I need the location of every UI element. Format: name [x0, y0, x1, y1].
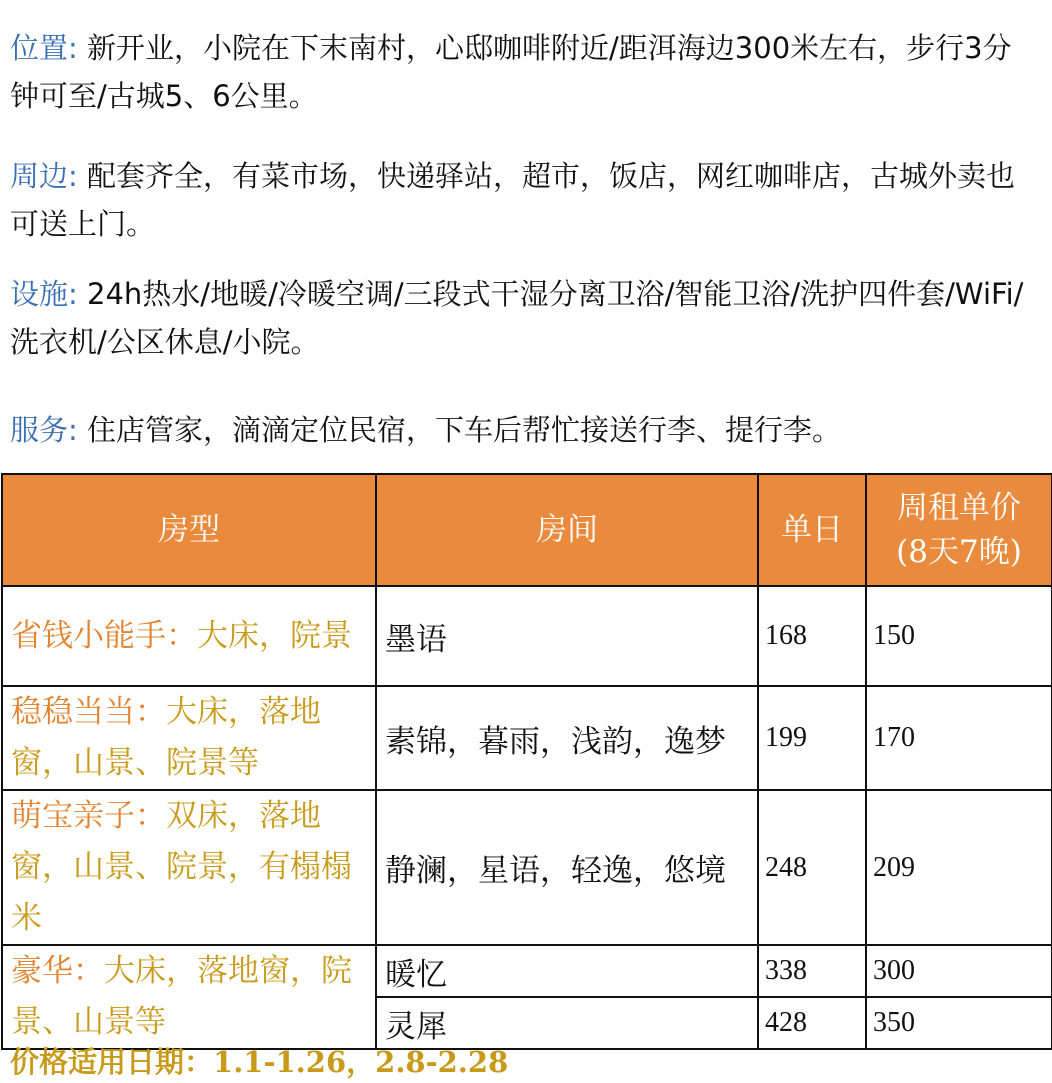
room-price-table: [1, 473, 1052, 1050]
room-name-cell: 静澜，星语，轻逸，悠境: [376, 790, 758, 945]
price-valid-label: 价格适用日期：: [10, 1045, 214, 1079]
header-daily: 单日: [758, 474, 866, 586]
table-row: [2, 586, 1052, 686]
daily-price-cell: 428: [758, 997, 866, 1049]
weekly-price-cell: 300: [866, 945, 1052, 997]
room-name-cell: 墨语: [376, 586, 758, 686]
services-paragraph: 服务: 住店管家，滴滴定位民宿，下车后帮忙接送行李、提行李。: [10, 413, 842, 447]
room-name-cell: 暖忆: [376, 945, 758, 997]
facilities-paragraph: 设施: 24h热水/地暖/冷暖空调/三段式干湿分离卫浴/智能卫浴/洗护四件套/WiFi/洗衣机/公区休息/小院。: [10, 277, 1024, 359]
location-label: 位置: [10, 31, 69, 65]
weekly-price-cell: 209: [866, 790, 1052, 945]
facilities-text: 24h热水/地暖/冷暖空调/三段式干湿分离卫浴/智能卫浴/洗护四件套/WiFi/洗衣机/公区休息/小院。: [10, 277, 1024, 359]
table-row: [2, 686, 1052, 790]
header-room-type: 房型: [2, 474, 376, 586]
location-text: 新开业，小院在下末南村，心邸咖啡附近/距洱海边300米左右，步行3分钟可至/古城5、6公里。: [10, 31, 1012, 113]
surroundings-label: 周边: [10, 159, 69, 193]
table-row: [2, 945, 1052, 997]
services-label: 服务: [10, 413, 69, 447]
room-type-cell: 稳稳当当：大床，落地窗，山景、院景等: [2, 686, 376, 790]
location-paragraph: 位置: 新开业，小院在下末南村，心邸咖啡附近/距洱海边300米左右，步行3分钟可至/古城5、6公里。: [10, 31, 1012, 113]
surroundings-paragraph: 周边: 配套齐全，有菜市场，快递驿站，超市，饭店，网红咖啡店，古城外卖也可送上门。: [10, 159, 1016, 241]
daily-price-cell: 338: [758, 945, 866, 997]
room-type-cell: 省钱小能手：大床，院景: [2, 586, 376, 686]
room-name-cell: 素锦，暮雨，浅韵，逸梦: [376, 686, 758, 790]
surroundings-text: 配套齐全，有菜市场，快递驿站，超市，饭店，网红咖啡店，古城外卖也可送上门。: [10, 159, 1016, 241]
table-header-row: [2, 474, 1052, 586]
price-valid-range: 1.1-1.26，2.8-2.28: [213, 1045, 509, 1079]
daily-price-cell: 248: [758, 790, 866, 945]
daily-price-cell: 199: [758, 686, 866, 790]
weekly-price-cell: 170: [866, 686, 1052, 790]
header-weekly: 周租单价 (8天7晚): [866, 474, 1052, 586]
weekly-price-cell: 350: [866, 997, 1052, 1049]
services-text: 住店管家，滴滴定位民宿，下车后帮忙接送行李、提行李。: [87, 413, 842, 447]
table-row: [2, 790, 1052, 945]
facilities-label: 设施: [10, 277, 69, 311]
daily-price-cell: 168: [758, 586, 866, 686]
room-name-cell: 灵犀: [376, 997, 758, 1049]
header-room: 房间: [376, 474, 758, 586]
weekly-price-cell: 150: [866, 586, 1052, 686]
room-type-cell: 萌宝亲子：双床，落地窗，山景、院景，有榻榻米: [2, 790, 376, 945]
price-valid-dates: [10, 1040, 508, 1081]
room-type-cell: 豪华：大床，落地窗，院景、山景等: [2, 945, 376, 1049]
